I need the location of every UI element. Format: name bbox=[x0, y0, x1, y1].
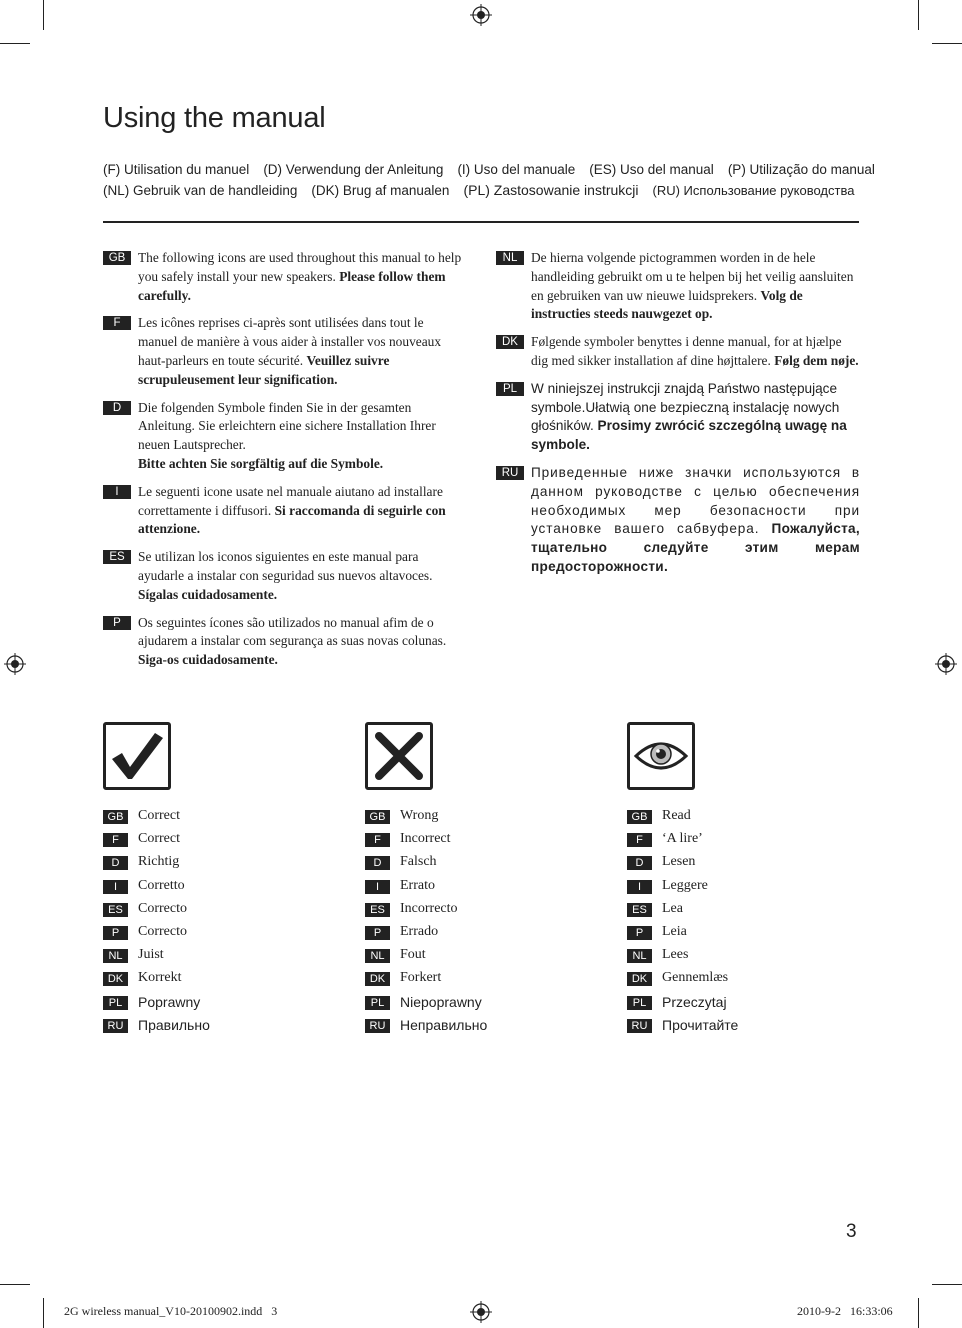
language-tag: F bbox=[103, 316, 131, 330]
language-tag: I bbox=[103, 485, 131, 499]
check-icon bbox=[103, 722, 171, 790]
language-tag: I bbox=[103, 880, 128, 894]
list-item bbox=[365, 830, 605, 853]
translation-label: Correct bbox=[138, 808, 180, 823]
language-tag: ES bbox=[365, 903, 390, 917]
list-item bbox=[365, 993, 605, 1016]
intro-text: Les icônes reprises ci-après sont utilisées dans tout le manuel de manière à vous aider à installer vos nouveaux haut-parleurs en toute sécurité. Veuillez suivre scrupuleusement leur signification. bbox=[138, 315, 442, 387]
list-item bbox=[365, 877, 605, 900]
list-item bbox=[103, 900, 343, 923]
list-item bbox=[627, 969, 867, 992]
icon-legend-read bbox=[627, 722, 867, 1039]
language-item: (ES) Uso del manual bbox=[589, 162, 714, 177]
language-tag: D bbox=[103, 856, 128, 870]
translation-label: Falsch bbox=[400, 854, 437, 870]
list-item bbox=[365, 853, 605, 876]
language-tag: GB bbox=[627, 810, 652, 824]
intro-text: Le seguenti icone usate nel manuale aiutano ad installare correttamente i diffusori. Si raccomanda di seguirle con attenzione. bbox=[138, 483, 446, 537]
list-item bbox=[103, 969, 343, 992]
language-tag: ES bbox=[103, 550, 131, 564]
list-item bbox=[627, 830, 867, 853]
intro-text: Følgende symboler benyttes i denne manual, for at hjælpe dig med sikker installation af dine højttalere. Følg dem nøje. bbox=[531, 334, 859, 368]
list-item bbox=[627, 946, 867, 969]
translation-label: Errato bbox=[400, 877, 435, 893]
list-item bbox=[365, 807, 605, 830]
language-item: (F) Utilisation du manuel bbox=[103, 162, 250, 177]
language-tag: RU bbox=[496, 466, 524, 480]
registration-mark-icon bbox=[470, 1301, 492, 1323]
language-tag: P bbox=[365, 926, 390, 940]
eye-icon bbox=[627, 722, 695, 790]
language-tag: NL bbox=[103, 949, 128, 963]
translation-label: Niepoprawny bbox=[400, 993, 482, 1010]
icon-legend-wrong bbox=[365, 722, 605, 1039]
language-tag: NL bbox=[627, 949, 652, 963]
language-tag: DK bbox=[627, 972, 652, 986]
language-tag: PL bbox=[627, 996, 652, 1010]
language-tag: PL bbox=[496, 382, 524, 396]
language-item: (D) Verwendung der Anleitung bbox=[263, 162, 444, 177]
language-tag: PL bbox=[365, 996, 390, 1010]
translation-label: Incorrect bbox=[400, 831, 451, 847]
translation-label: Lees bbox=[662, 947, 689, 963]
registration-mark-icon bbox=[935, 653, 957, 675]
translation-label: Gennemlæs bbox=[662, 970, 729, 986]
list-item bbox=[365, 900, 605, 923]
list-item bbox=[365, 969, 605, 992]
translation-label: Wrong bbox=[400, 808, 439, 823]
language-item: (NL) Gebruik van de handleiding bbox=[103, 183, 298, 198]
crop-mark bbox=[43, 0, 44, 30]
language-item: (I) Uso del manuale bbox=[457, 162, 576, 177]
page-title: Using the manual bbox=[103, 102, 326, 134]
language-tag: ES bbox=[103, 903, 128, 917]
language-tag: NL bbox=[365, 949, 390, 963]
translation-list bbox=[365, 807, 605, 1039]
print-slug-timestamp: 2010-9-2 16:33:06 bbox=[797, 1304, 893, 1318]
crop-mark bbox=[0, 43, 30, 44]
list-item bbox=[627, 853, 867, 876]
translation-label: Poprawny bbox=[138, 993, 201, 1010]
intro-paragraph-gb bbox=[103, 249, 465, 305]
intro-paragraph-es bbox=[103, 548, 465, 604]
crop-mark bbox=[932, 1284, 962, 1285]
page-number: 3 bbox=[846, 1221, 857, 1242]
language-tag: P bbox=[103, 616, 131, 630]
intro-text: Se utilizan los iconos siguientes en este manual para ayudarle a instalar con seguridad sus nuevos altavoces. Sígalas cuidadosamente. bbox=[138, 549, 433, 602]
list-item bbox=[103, 1016, 343, 1039]
language-tag: RU bbox=[365, 1019, 390, 1033]
list-item bbox=[627, 1016, 867, 1039]
translation-label: Forkert bbox=[400, 970, 442, 986]
registration-mark-icon bbox=[4, 653, 26, 675]
list-item bbox=[365, 946, 605, 969]
language-line-1 bbox=[103, 160, 875, 180]
list-item bbox=[103, 993, 343, 1016]
intro-paragraph-dk bbox=[496, 333, 860, 371]
intro-text: Die folgenden Symbole finden Sie in der gesamten Anleitung. Sie erleichtern eine sichere Installation Ihrer neuen Lautsprecher. Bitte achten Sie sorgfältig auf die Symbole. bbox=[138, 399, 436, 471]
language-tag: I bbox=[365, 880, 390, 894]
intro-paragraph-nl bbox=[496, 249, 860, 324]
intro-paragraph-f bbox=[103, 314, 465, 389]
translation-label: Неправильно bbox=[400, 1016, 488, 1033]
language-list bbox=[103, 160, 875, 201]
translation-label: Leia bbox=[662, 923, 687, 939]
language-tag: F bbox=[103, 833, 128, 847]
icon-legend-correct bbox=[103, 722, 343, 1039]
registration-mark-icon bbox=[470, 4, 492, 26]
translation-label: Lesen bbox=[662, 854, 696, 870]
language-tag: P bbox=[627, 926, 652, 940]
intro-paragraph-p bbox=[103, 614, 465, 670]
list-item bbox=[627, 877, 867, 900]
translation-list bbox=[103, 807, 343, 1039]
language-line-2 bbox=[103, 180, 863, 201]
intro-paragraph-pl bbox=[496, 380, 860, 455]
list-item bbox=[103, 807, 343, 830]
translation-label: Fout bbox=[400, 947, 426, 963]
intro-column-right bbox=[496, 249, 860, 586]
print-slug-filename: 2G wireless manual_V10-20100902.indd 3 bbox=[64, 1304, 278, 1318]
list-item bbox=[103, 830, 343, 853]
list-item bbox=[627, 807, 867, 830]
intro-paragraph-i bbox=[103, 483, 465, 539]
translation-label: Correct bbox=[138, 831, 180, 847]
language-item: (PL) Zastosowanie instrukcji bbox=[463, 182, 639, 198]
translation-label: ‘A lire’ bbox=[662, 831, 703, 847]
language-tag: ES bbox=[627, 903, 652, 917]
translation-label: Korrekt bbox=[138, 970, 182, 986]
language-tag: DK bbox=[365, 972, 390, 986]
crop-mark bbox=[932, 43, 962, 44]
crop-mark bbox=[918, 0, 919, 30]
language-tag: D bbox=[103, 401, 131, 415]
language-tag: GB bbox=[103, 251, 131, 265]
intro-text: Os seguintes ícones são utilizados no manual afim de o ajudarem a instalar com segurança as suas novas colunas. Siga-os cuidadosamente. bbox=[138, 614, 447, 668]
list-item bbox=[365, 923, 605, 946]
translation-label: Juist bbox=[138, 947, 164, 963]
language-tag: D bbox=[365, 856, 390, 870]
divider bbox=[103, 221, 859, 223]
list-item bbox=[103, 923, 343, 946]
translation-label: Правильно bbox=[138, 1016, 210, 1033]
intro-paragraph-ru bbox=[496, 464, 860, 577]
translation-label: Richtig bbox=[138, 854, 180, 870]
language-tag: DK bbox=[103, 972, 128, 986]
list-item bbox=[627, 900, 867, 923]
intro-text: W niniejszej instrukcji znajdą Państwo następujące symbole.Ułatwią one bezpieczną instalację nowych głośników. Prosimy zwrócić szczególną uwagę na symbole. bbox=[531, 380, 847, 453]
list-item bbox=[103, 877, 343, 900]
list-item bbox=[627, 923, 867, 946]
list-item bbox=[365, 1016, 605, 1039]
language-tag: RU bbox=[627, 1019, 652, 1033]
language-tag: F bbox=[365, 833, 390, 847]
translation-list bbox=[627, 807, 867, 1039]
intro-paragraph-d bbox=[103, 399, 465, 474]
language-item: (P) Utilização do manual bbox=[727, 162, 875, 177]
translation-label: Incorrecto bbox=[400, 900, 458, 916]
translation-label: Lea bbox=[662, 900, 683, 916]
translation-label: Errado bbox=[400, 923, 439, 939]
translation-label: Przeczytaj bbox=[662, 993, 727, 1010]
language-tag: D bbox=[627, 856, 652, 870]
language-tag: P bbox=[103, 926, 128, 940]
language-item: (DK) Brug af manualen bbox=[311, 183, 450, 198]
cross-icon bbox=[365, 722, 433, 790]
language-tag: PL bbox=[103, 996, 128, 1010]
intro-text: The following icons are used throughout this manual to help you safely install your new speakers. Please follow them carefully. bbox=[138, 250, 462, 303]
intro-text: Приведенные ниже значки используются в данном руководстве с целью обеспечения необходимых мер безопасности при установке вашего сабвуфера. Пожалуйста, тщательно следуйте этим мерам предосторожности. bbox=[531, 464, 860, 574]
translation-label: Correcto bbox=[138, 923, 187, 939]
translation-label: Прочитайте bbox=[662, 1016, 739, 1033]
language-item: (RU) Использование руководства bbox=[652, 183, 855, 198]
list-item bbox=[103, 946, 343, 969]
language-tag: I bbox=[627, 880, 652, 894]
list-item bbox=[627, 993, 867, 1016]
crop-mark bbox=[918, 1298, 919, 1328]
language-tag: DK bbox=[496, 335, 524, 349]
translation-label: Corretto bbox=[138, 877, 185, 893]
language-tag: NL bbox=[496, 251, 524, 265]
translation-label: Leggere bbox=[662, 877, 708, 893]
language-tag: GB bbox=[365, 810, 390, 824]
list-item bbox=[103, 853, 343, 876]
translation-label: Read bbox=[662, 808, 691, 823]
intro-text: De hierna volgende pictogrammen worden in de hele handleiding gebruikt om u te helpen bij het veilig aansluiten en gebruiken van uw nieuwe luidsprekers. Volg de instructies steeds nauwgezet op. bbox=[531, 250, 854, 322]
crop-mark bbox=[43, 1298, 44, 1328]
crop-mark bbox=[0, 1284, 30, 1285]
intro-column-left bbox=[103, 249, 465, 679]
translation-label: Correcto bbox=[138, 900, 187, 916]
language-tag: RU bbox=[103, 1019, 128, 1033]
language-tag: GB bbox=[103, 810, 128, 824]
language-tag: F bbox=[627, 833, 652, 847]
